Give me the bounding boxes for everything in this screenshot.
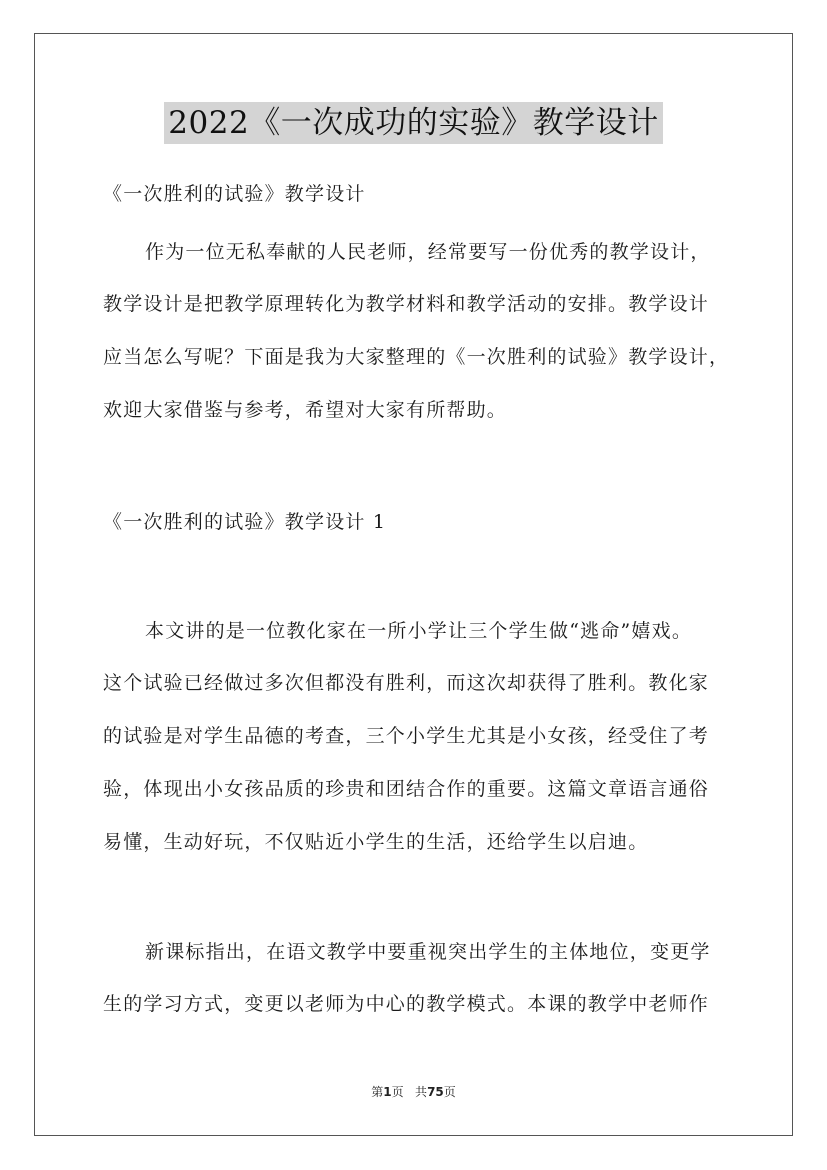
section-heading: 《一次胜利的试验》教学设计 1 bbox=[103, 511, 387, 533]
intro-line-1: 作为一位无私奉献的人民老师，经常要写一份优秀的教学设计， bbox=[145, 241, 711, 263]
para1-line-3: 的试验是对学生品德的考查，三个小学生尤其是小女孩，经受住了考 bbox=[103, 725, 710, 747]
intro-line-4: 欢迎大家借鉴与参考，希望对大家有所帮助。 bbox=[103, 399, 508, 421]
document-title: 2022《一次成功的实验》教学设计 bbox=[164, 102, 662, 144]
intro-line-2: 教学设计是把教学原理转化为教学材料和教学活动的安排。教学设计 bbox=[103, 293, 710, 315]
page-footer bbox=[35, 1083, 792, 1100]
document-page bbox=[34, 33, 793, 1136]
footer-total-pages: 75 bbox=[427, 1085, 444, 1099]
para1-line-1: 本文讲的是一位教化家在一所小学让三个学生做“逃命”嬉戏。 bbox=[145, 620, 693, 642]
title-wrap bbox=[35, 102, 792, 144]
footer-total-prefix: 共 bbox=[415, 1085, 428, 1099]
para2-line-1: 新课标指出，在语文教学中要重视突出学生的主体地位，变更学 bbox=[145, 941, 711, 963]
footer-page-suffix: 页 bbox=[391, 1085, 404, 1099]
footer-page-prefix: 第 bbox=[371, 1085, 384, 1099]
document-subtitle: 《一次胜利的试验》教学设计 bbox=[103, 183, 366, 205]
para1-line-5: 易懂，生动好玩，不仅贴近小学生的生活，还给学生以启迪。 bbox=[103, 831, 649, 853]
para1-line-4: 验，体现出小女孩品质的珍贵和团结合作的重要。这篇文章语言通俗 bbox=[103, 778, 710, 800]
para2-line-2: 生的学习方式，变更以老师为中心的教学模式。本课的教学中老师作 bbox=[103, 993, 710, 1015]
footer-page-number: 1 bbox=[383, 1085, 392, 1099]
footer-total-suffix: 页 bbox=[443, 1085, 456, 1099]
intro-line-3: 应当怎么写呢？下面是我为大家整理的《一次胜利的试验》教学设计， bbox=[103, 346, 730, 368]
para1-line-2: 这个试验已经做过多次但都没有胜利，而这次却获得了胜利。教化家 bbox=[103, 672, 710, 694]
